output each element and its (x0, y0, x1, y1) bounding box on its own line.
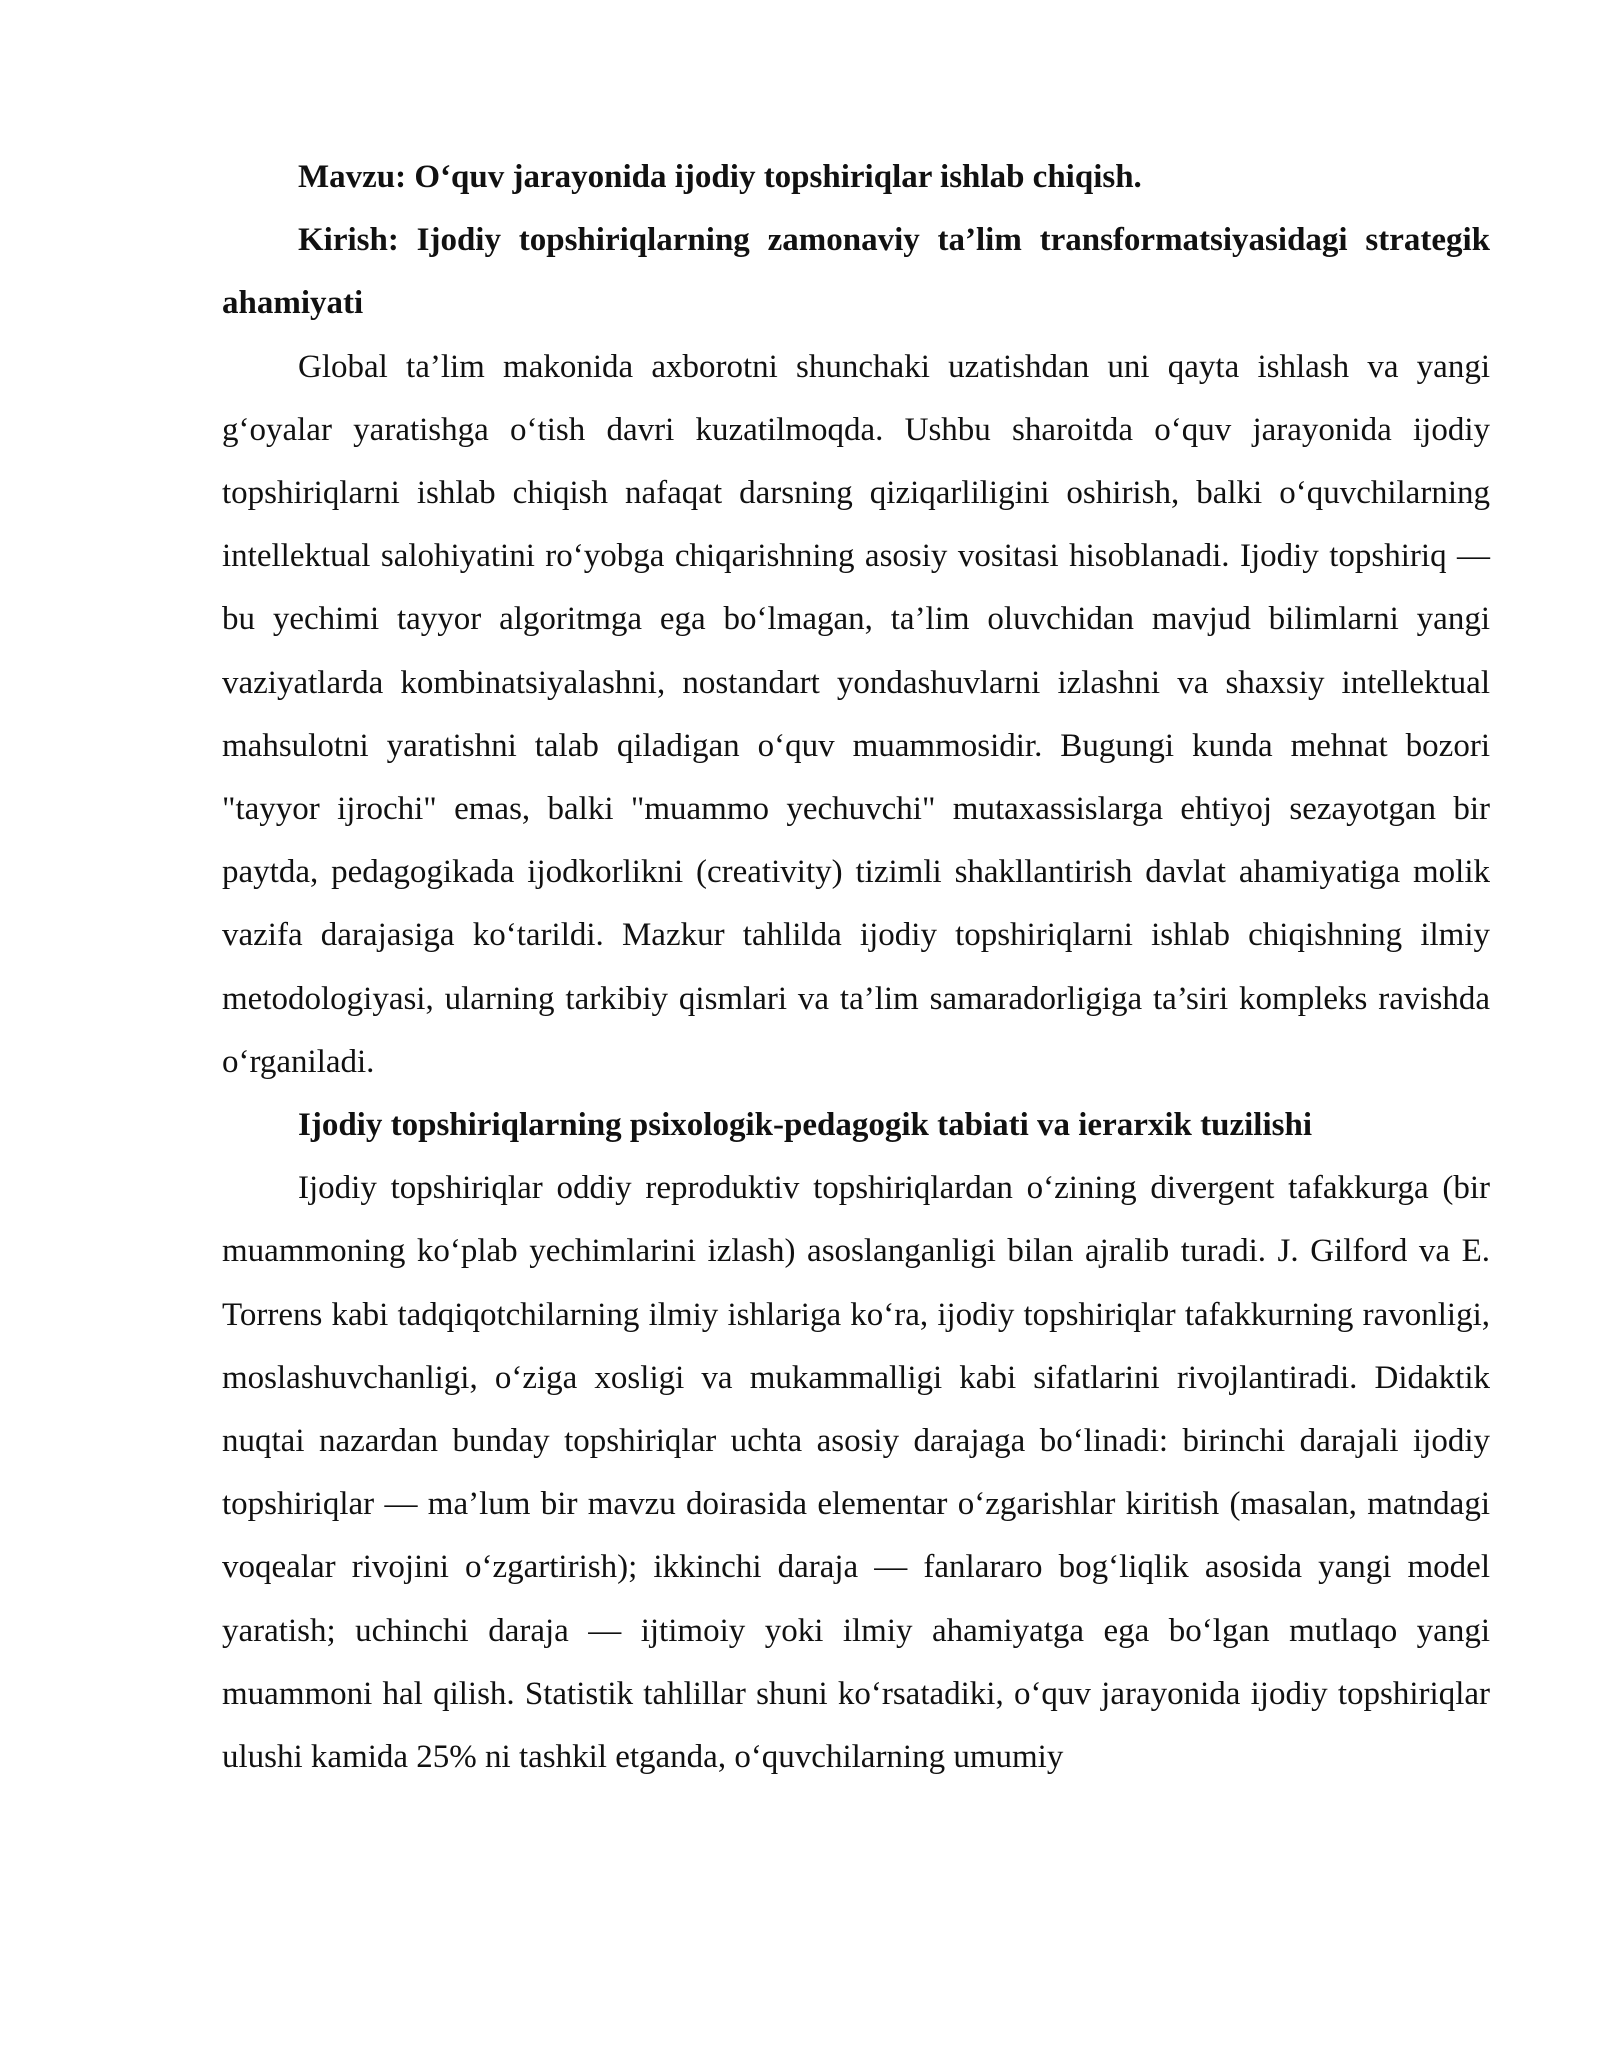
intro-paragraph: Global ta’lim makonida axborotni shunchaki uzatishdan uni qayta ishlash va yangi g‘oyalar yaratishga o‘tish davri kuzatilmoqda. Ushbu sharoitda o‘quv jarayonida ijodiy topshiriqlarni ishlab chiqish nafaqat darsning qiziqarliligini oshirish, balki o‘quvchilarning intellektual salohiyatini ro‘yobga chiqarishning asosiy vositasi hisoblanadi. Ijodiy topshiriq — bu yechimi tayyor algoritmga ega bo‘lmagan, ta’lim oluvchidan mavjud bilimlarni yangi vaziyatlarda kombinatsiyalashni, nostandart yondashuvlarni izlashni va shaxsiy intellektual mahsulotni yaratishni talab qiladigan o‘quv muammosidir. Bugungi kunda mehnat bozori "tayyor ijrochi" emas, balki "muammo yechuvchi" mutaxassislarga ehtiyoj sezayotgan bir paytda, pedagogikada ijodkorlikni (creativity) tizimli shakllantirish davlat ahamiyatiga molik vazifa darajasiga ko‘tarildi. Mazkur tahlilda ijodiy topshiriqlarni ishlab chiqishning ilmiy metodologiyasi, ularning tarkibiy qismlari va ta’lim samaradorligiga ta’siri kompleks ravishda o‘rganiladi. (222, 348, 1490, 1080)
section-heading: Ijodiy topshiriqlarning psixologik-pedagogik tabiati va ierarxik tuzilishi (298, 1107, 1312, 1144)
intro-heading: Kirish: Ijodiy topshiriqlarning zamonaviy ta’lim transformatsiyasidagi strategik ahamiyati (222, 222, 1490, 322)
topic-heading: Mavzu: O‘quv jarayonida ijodiy topshiriqlar ishlab chiqish. (298, 159, 1142, 195)
document-page (222, 146, 1490, 1789)
section-paragraph: Ijodiy topshiriqlar oddiy reproduktiv topshiriqlardan o‘zining divergent tafakkurga (bir muammoning ko‘plab yechimlarini izlash) asoslanganligi bilan ajralib turadi. J. Gilford va E. Torrens kabi tadqiqotchilarning ilmiy ishlariga ko‘ra, ijodiy topshiriqlar tafakkurning ravonligi, moslashuvchanligi, o‘ziga xosligi va mukammalligi kabi sifatlarini rivojlantiradi. Didaktik nuqtai nazardan bunday topshiriqlar uchta asosiy darajaga bo‘linadi: birinchi darajali ijodiy topshiriqlar — ma’lum bir mavzu doirasida elementar o‘zgarishlar kiritish (masalan, matndagi voqealar rivojini o‘zgartirish); ikkinchi daraja — fanlararo bog‘liqlik asosida yangi model yaratish; uchinchi daraja — ijtimoiy yoki ilmiy ahamiyatga ega bo‘lgan mutlaqo yangi muammoni hal qilish. Statistik tahlillar shuni ko‘rsatadiki, o‘quv jarayonida ijodiy topshiriqlar ulushi kamida 25% ni tashkil etganda, o‘quvchilarning umumiy (222, 1170, 1490, 1776)
